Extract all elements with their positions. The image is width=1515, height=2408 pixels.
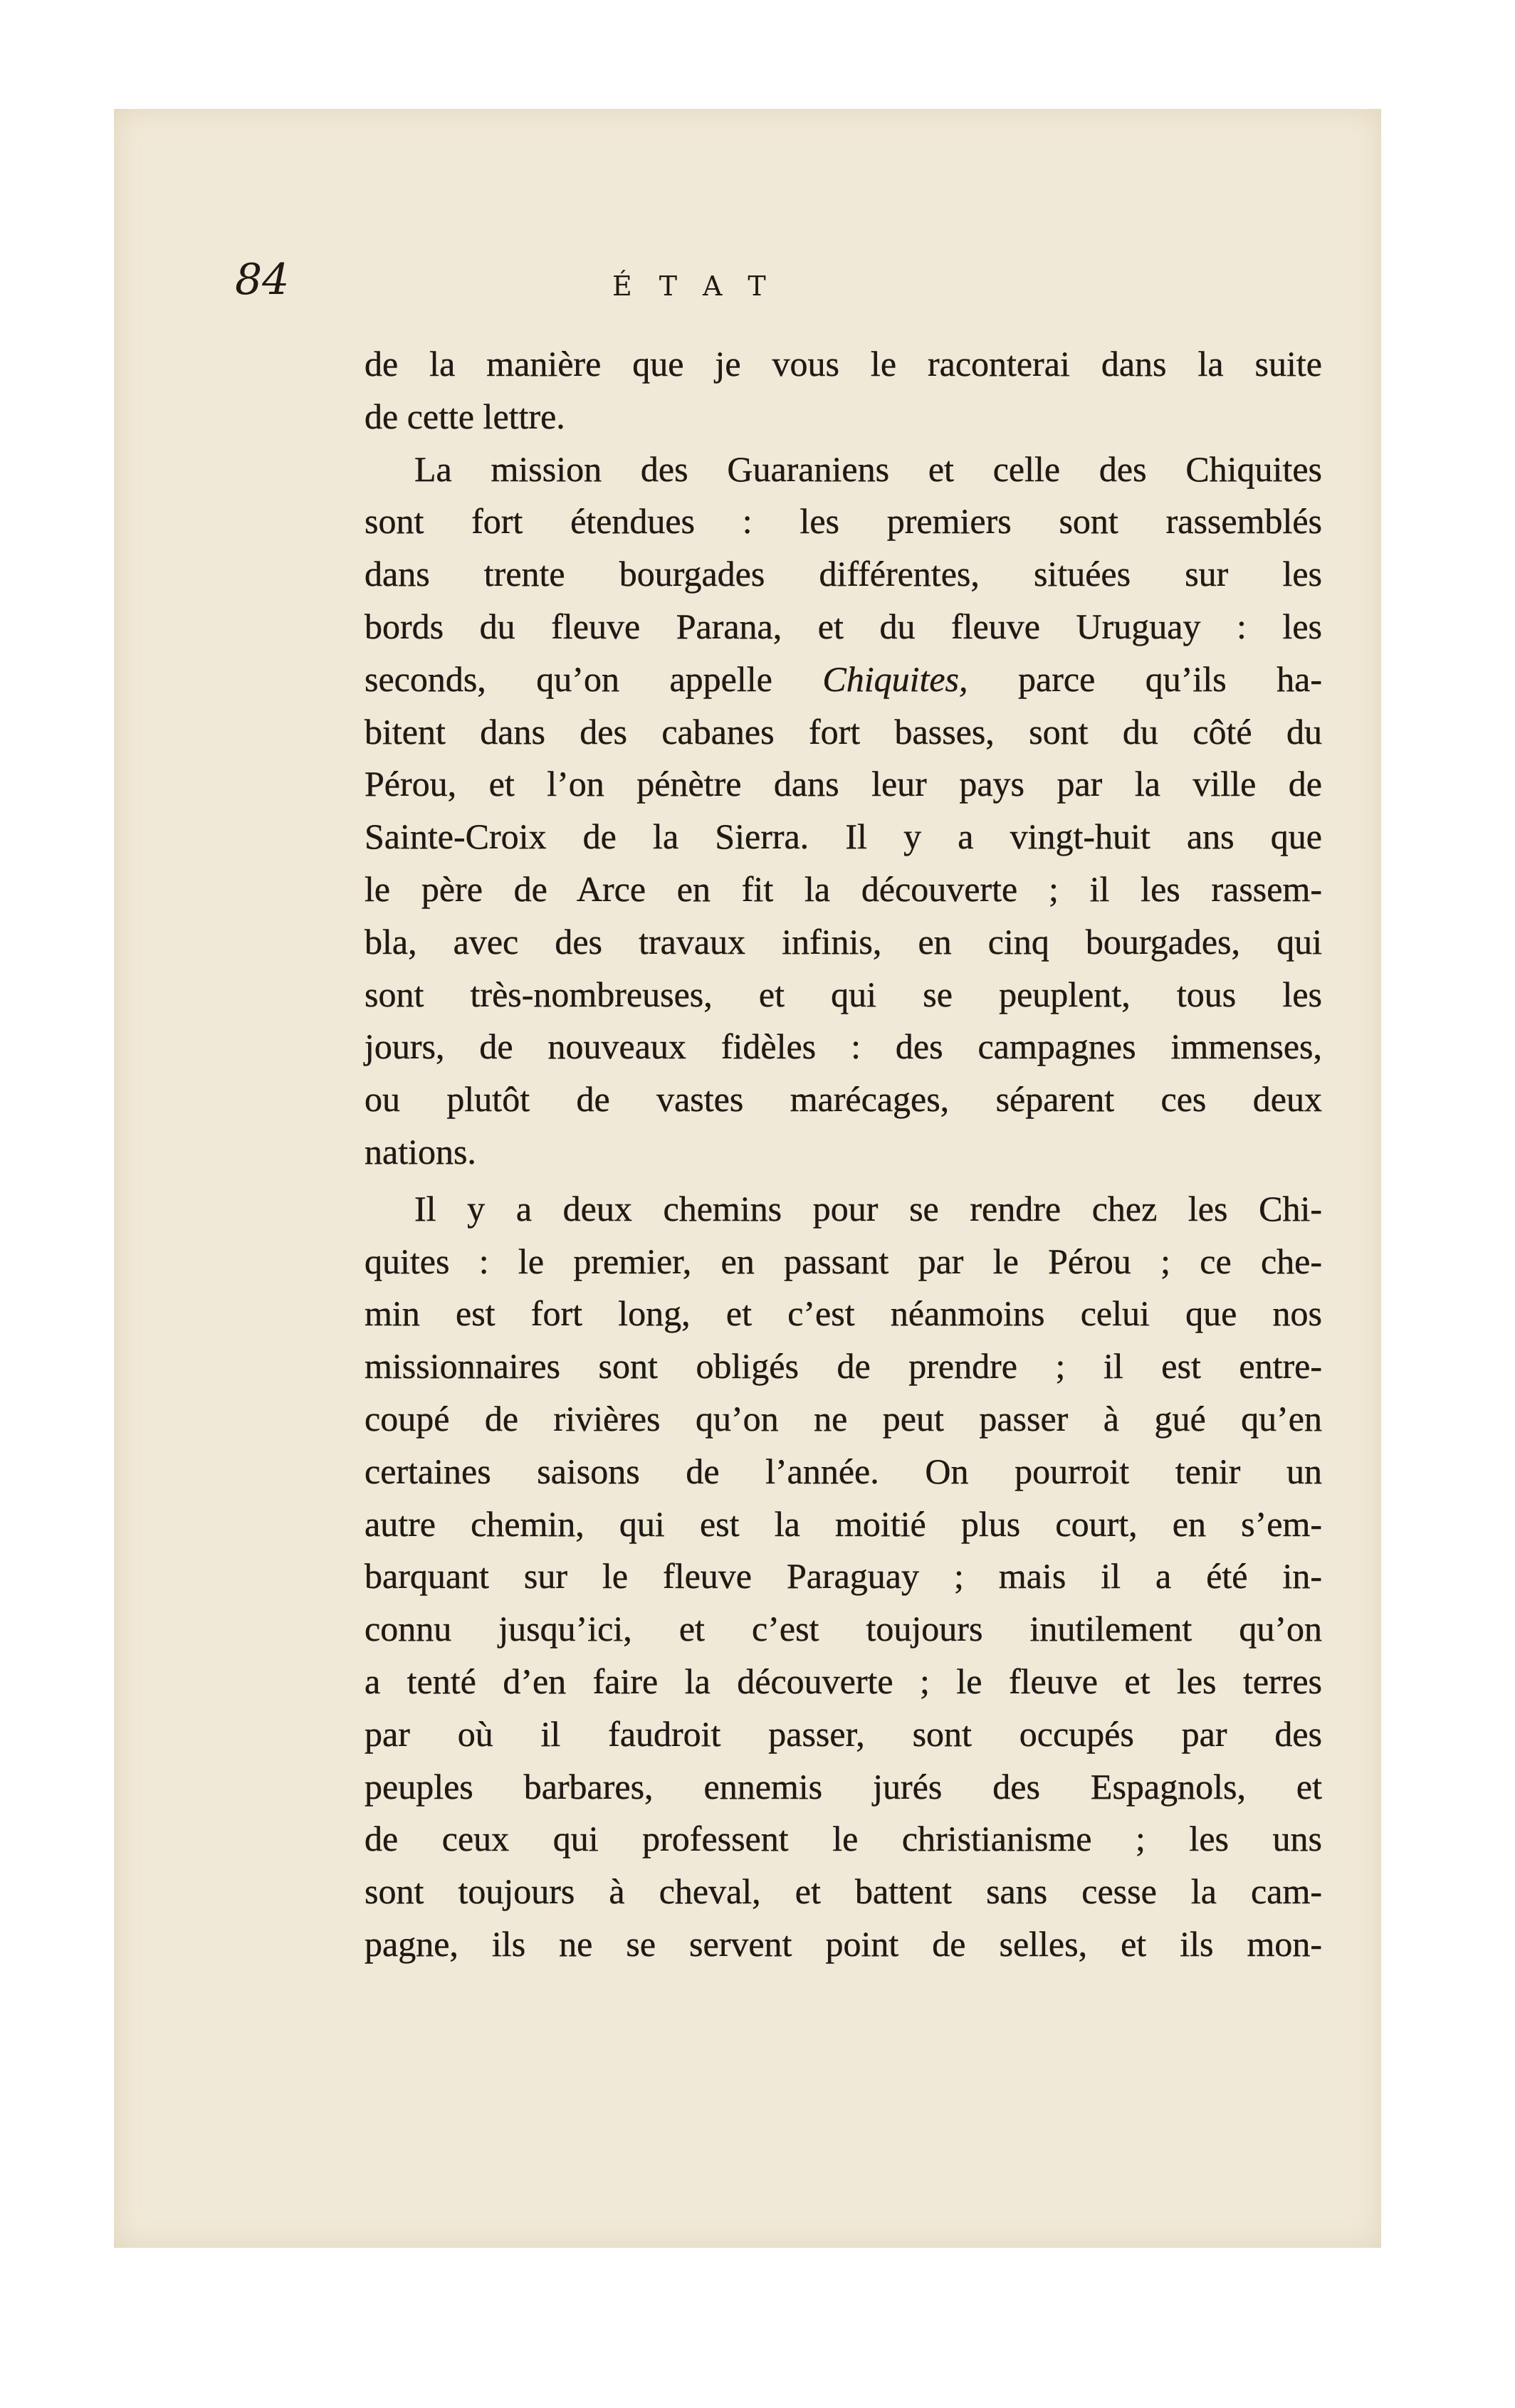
text-line: par où il faudroit passer, sont occupés par des (365, 1713, 1322, 1754)
text-line: ou plutôt de vastes marécages, séparent ces deux (365, 1079, 1322, 1120)
text-line: Il y a deux chemins pour se rendre chez les Chi- (414, 1188, 1322, 1229)
text-line: La mission des Guaraniens et celle des Chiquites (414, 448, 1322, 489)
text-line: sont très-nombreuses, et qui se peuplent, tous les (365, 974, 1322, 1014)
text-line: coupé de rivières qu’on ne peut passer à gué qu’en (365, 1398, 1322, 1439)
page-header (235, 255, 1324, 319)
text-line: de ceux qui professent le christianisme ; les uns (365, 1819, 1322, 1859)
text-line: dans trente bourgades différentes, situées sur les (365, 554, 1322, 594)
text-line: bla, avec des travaux infinis, en cinq bourgades, qui (365, 921, 1322, 962)
text-line: barquant sur le fleuve Paraguay ; mais il a été in- (365, 1556, 1322, 1597)
page-number: 84 (235, 255, 290, 305)
text-line: nations. (365, 1131, 476, 1172)
text-line: pagne, ils ne se servent point de selles, et ils mon- (365, 1923, 1322, 1964)
text-line: autre chemin, qui est la moitié plus court, en s’em- (365, 1503, 1322, 1544)
text-line: bords du fleuve Parana, et du fleuve Uruguay : les (365, 606, 1322, 646)
text-line: de cette lettre. (365, 396, 565, 436)
text-segment: seconds, qu’on appelle (365, 658, 772, 699)
text-segment: parce qu’ils ha- (1018, 658, 1323, 699)
text-line: certaines saisons de l’année. On pourroit tenir un (365, 1451, 1322, 1491)
text-line: Sainte-Croix de la Sierra. Il y a vingt-huit ans que (365, 816, 1322, 857)
italic-term: Chiquites, (822, 658, 968, 699)
text-line: missionnaires sont obligés de prendre ; il est entre- (365, 1346, 1322, 1387)
text-line: sont fort étendues : les premiers sont rassemblés (365, 501, 1322, 542)
running-head: ÉTAT (612, 270, 793, 302)
text-line: quites : le premier, en passant par le Pérou ; ce che- (365, 1241, 1322, 1281)
text-line: sont toujours à cheval, et battent sans cesse la cam- (365, 1871, 1322, 1912)
text-line: Pérou, et l’on pénètre dans leur pays par la ville de (365, 764, 1322, 804)
text-line: bitent dans des cabanes fort basses, sont du côté du (365, 711, 1322, 752)
body-text (365, 338, 1322, 1971)
text-line: le père de Arce en fit la découverte ; il les rassem- (365, 868, 1322, 909)
text-line: peuples barbares, ennemis jurés des Espagnols, et (365, 1766, 1322, 1807)
text-line: jours, de nouveaux fidèles : des campagnes immenses, (365, 1026, 1322, 1067)
text-line: de la manière que je vous le raconterai dans la suite (365, 344, 1322, 384)
text-line: min est fort long, et c’est néanmoins celui que nos (365, 1293, 1322, 1334)
text-line: connu jusqu’ici, et c’est toujours inutilement qu’on (365, 1609, 1322, 1649)
text-line-with-italic (365, 653, 1322, 706)
text-line: a tenté d’en faire la découverte ; le fleuve et les terres (365, 1661, 1322, 1701)
